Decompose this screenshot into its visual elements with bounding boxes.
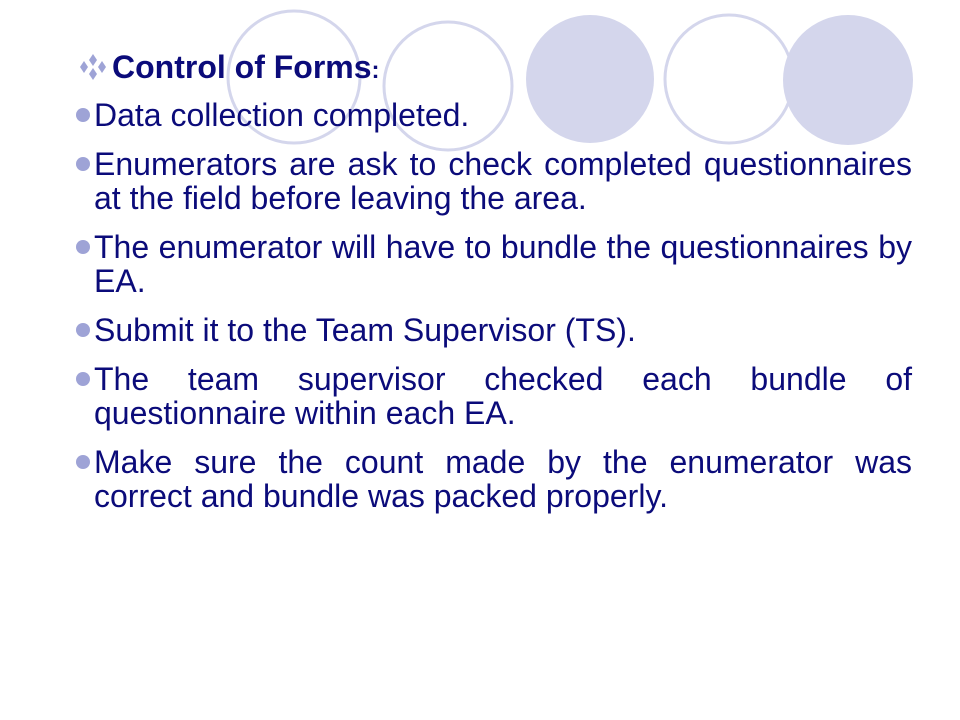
list-item bbox=[62, 98, 912, 132]
list-item bbox=[62, 230, 912, 298]
slide-title bbox=[112, 49, 380, 86]
round-bullet-icon bbox=[76, 455, 90, 469]
list-item bbox=[62, 362, 912, 430]
round-bullet-icon bbox=[76, 240, 90, 254]
list-item-text: The team supervisor checked each bundle of questionnaire within each EA. bbox=[94, 361, 912, 431]
slide-content bbox=[62, 44, 912, 528]
slide-title-colon: : bbox=[371, 56, 380, 84]
list-item-text: Data collection completed. bbox=[94, 97, 470, 133]
list-item bbox=[62, 445, 912, 513]
list-item-text: Make sure the count made by the enumerator was correct and bundle was packed properly. bbox=[94, 444, 912, 514]
list-item-text: Submit it to the Team Supervisor (TS). bbox=[94, 312, 636, 348]
list-item bbox=[62, 147, 912, 215]
round-bullet-icon bbox=[76, 372, 90, 386]
list-item bbox=[62, 313, 912, 347]
round-bullet-icon bbox=[76, 323, 90, 337]
title-row bbox=[62, 44, 912, 90]
list-item-text: The enumerator will have to bundle the questionnaires by EA. bbox=[94, 229, 912, 299]
round-bullet-icon bbox=[76, 157, 90, 171]
list-item-text: Enumerators are ask to check completed questionnaires at the field before leaving the area. bbox=[94, 146, 912, 216]
round-bullet-icon bbox=[76, 108, 90, 122]
slide-title-text: Control of Forms bbox=[112, 48, 372, 85]
diamond-cluster-icon bbox=[76, 52, 110, 82]
bullet-list bbox=[62, 98, 912, 513]
